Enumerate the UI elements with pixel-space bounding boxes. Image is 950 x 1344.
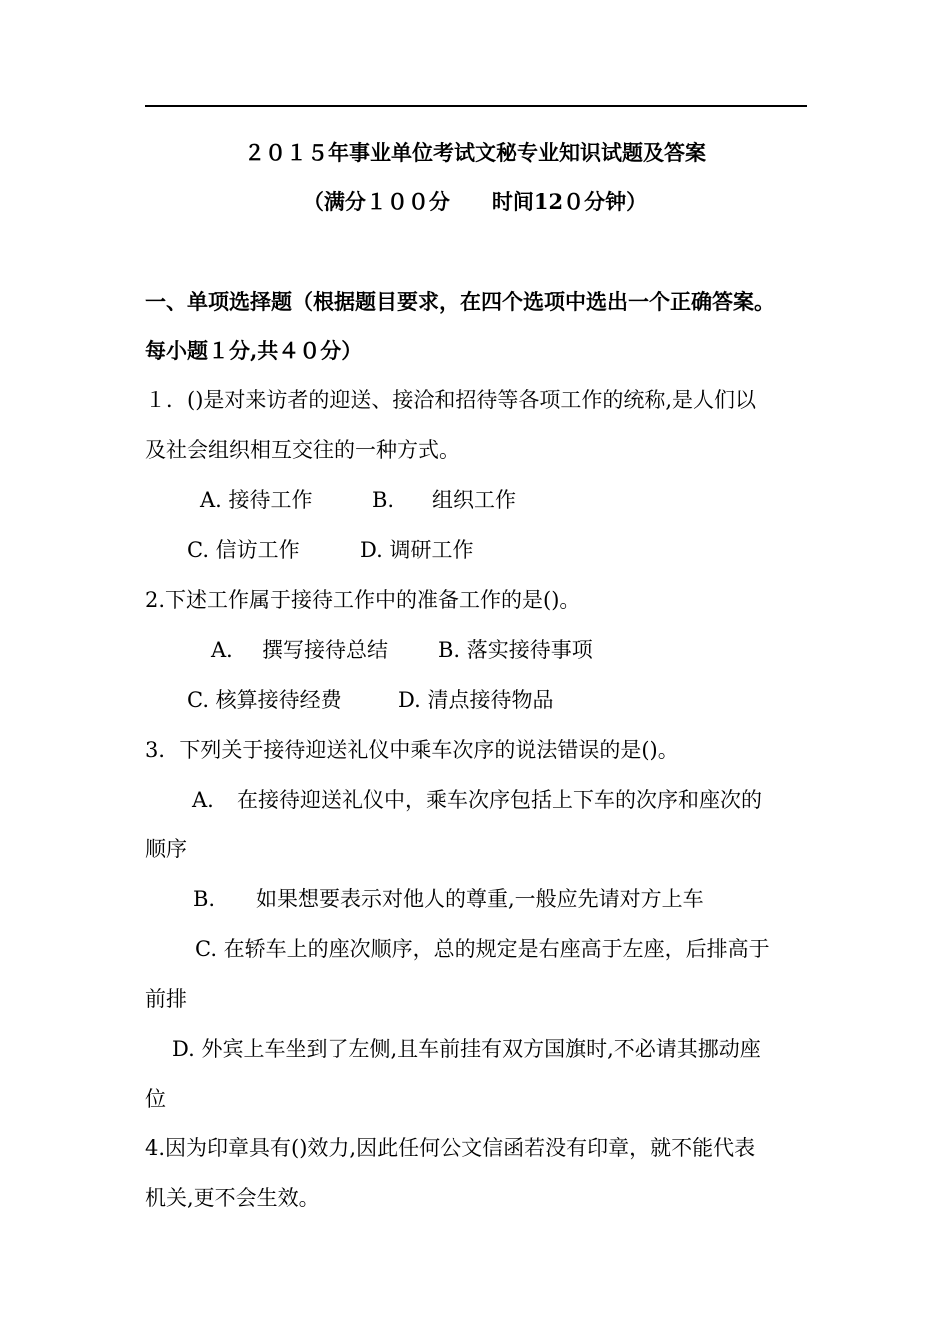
question-2-option-a-letter: A．: [211, 638, 248, 662]
section-heading: 一、单项选择题（根据题目要求，在四个选项中选出一个正确答案。: [145, 289, 775, 314]
question-3-option-c-cont: 前排: [145, 987, 187, 1011]
question-1-stem: １．()是对来访者的迎送、接洽和招待等各项工作的统称,是人们以: [145, 388, 757, 412]
question-1-option-c: C. 信访工作: [187, 538, 300, 562]
question-2-stem: 2.下述工作属于接待工作中的准备工作的是()。: [145, 588, 581, 612]
question-1-option-a: A. 接待工作: [200, 488, 313, 512]
question-1-stem-cont: 及社会组织相互交往的一种方式。: [145, 438, 460, 462]
question-1-option-d: D. 调研工作: [360, 538, 474, 562]
question-4-stem-cont: 机关,更不会生效。: [145, 1186, 320, 1210]
question-3-option-b-letter: B.: [193, 887, 216, 911]
question-2-option-d: D. 清点接待物品: [398, 688, 554, 712]
question-4-stem: 4.因为印章具有()效力,因此任何公文信函若没有印章，就不能代表: [145, 1136, 756, 1160]
question-3-option-a: 在接待迎送礼仪中，乘车次序包括上下车的次序和座次的: [237, 788, 762, 812]
question-3-option-a-cont: 顺序: [145, 837, 187, 861]
question-3-option-a-letter: A.: [192, 788, 214, 812]
document-title: ２０１５年事业单位考试文秘专业知识试题及答案: [244, 140, 706, 165]
question-1-option-b: 组织工作: [432, 488, 516, 512]
document-subtitle: （满分１００分 时间12０分钟）: [302, 189, 648, 214]
question-3-option-b: 如果想要表示对他人的尊重,一般应先请对方上车: [256, 887, 704, 911]
question-2-option-a: 撰写接待总结: [262, 638, 388, 662]
question-1-option-b-letter: B.: [372, 488, 395, 512]
question-2-option-b: B. 落实接待事项: [438, 638, 593, 662]
question-3-stem: 3．下列关于接待迎送礼仪中乘车次序的说法错误的是()。: [145, 738, 679, 762]
question-3-option-d-cont: 位: [145, 1087, 166, 1111]
header-rule: [145, 105, 807, 107]
question-2-option-c: C. 核算接待经费: [187, 688, 342, 712]
section-heading-cont: 每小题１分,共４０分）: [145, 338, 363, 363]
question-3-option-c: C. 在轿车上的座次顺序，总的规定是右座高于左座，后排高于: [195, 937, 770, 961]
question-3-option-d: D. 外宾上车坐到了左侧,且车前挂有双方国旗时,不必请其挪动座: [172, 1037, 761, 1061]
